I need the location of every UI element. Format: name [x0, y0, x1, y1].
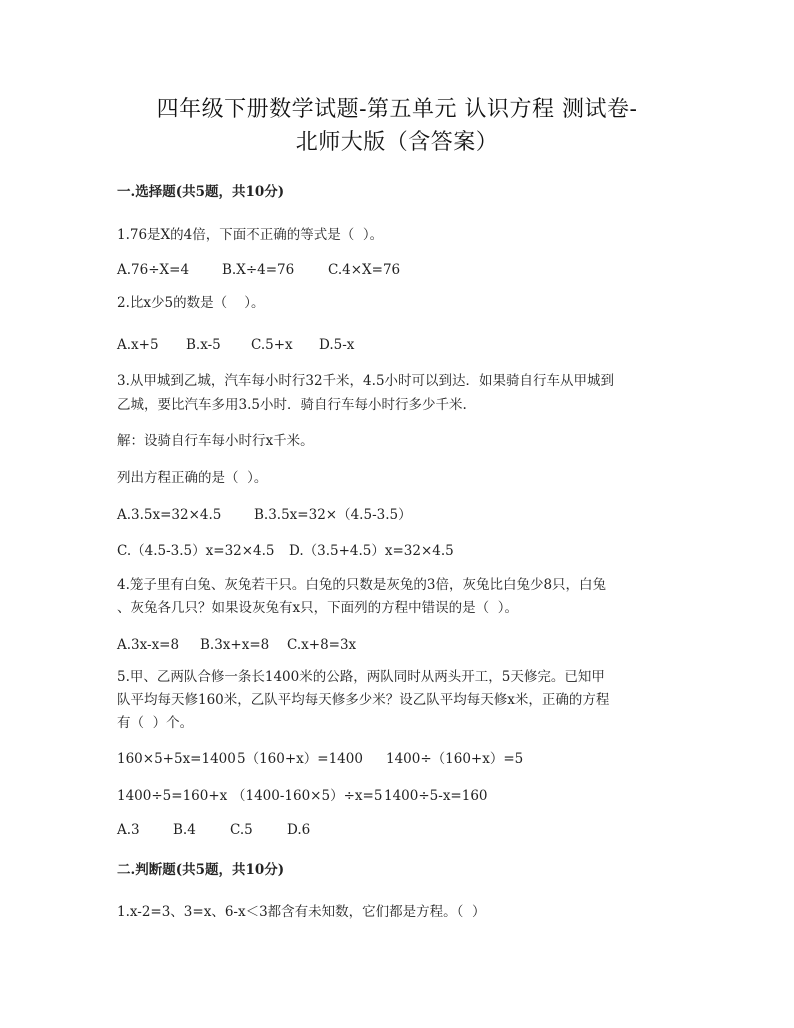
q5-option-d: D.6 — [287, 822, 311, 838]
question-5-line2: 队平均每天修160米，乙队平均每天修多少米？设乙队平均每天修x米，正确的方程 — [117, 692, 610, 708]
question-3-solution: 解：设骑自行车每小时行x千米。 — [117, 433, 314, 449]
question-5-line3: 有（ ）个。 — [117, 715, 194, 731]
q2-option-b: B.x-5 — [186, 337, 221, 353]
question-5-line1: 5.甲、乙两队合修一条长1400米的公路，两队同时从两头开工，5天修完。已知甲 — [117, 669, 605, 685]
question-3-line2: 乙城，要比汽车多用3.5小时．骑自行车每小时行多少千米. — [117, 397, 467, 413]
page-title-line2: 北师大版（含答案） — [295, 130, 499, 155]
judgement-1-text: 1.x-2=3、3=x、6-x＜3都含有未知数，它们都是方程。（ ） — [117, 904, 486, 920]
section-heading-choice: 一.选择题(共5题，共10分) — [117, 184, 285, 200]
q2-option-d: D.5-x — [319, 337, 355, 353]
q4-option-b: B.3x+x=8 — [200, 637, 270, 653]
q5-option-b: B.4 — [173, 822, 196, 838]
question-1-text: 1.76是X的4倍，下面不正确的等式是（ ）。 — [117, 227, 384, 243]
question-4-line2: 、灰兔各几只？如果设灰兔有x只，下面列的方程中错误的是（ ）。 — [117, 600, 518, 616]
question-3-line1: 3.从甲城到乙城，汽车每小时行32千米，4.5小时可以到达．如果骑自行车从甲城到 — [117, 373, 615, 389]
q1-option-c: C.4×X=76 — [328, 262, 401, 278]
q3-option-d: D.（3.5+4.5）x=32×4.5 — [289, 543, 454, 559]
q5-equation-3: 1400÷（160+x）=5 — [386, 751, 524, 767]
q3-option-b: B.3.5x=32×（4.5-3.5） — [254, 507, 412, 523]
q3-option-c: C.（4.5-3.5）x=32×4.5 — [117, 543, 275, 559]
question-3-prompt: 列出方程正确的是（ ）。 — [117, 470, 268, 486]
q4-option-c: C.x+8=3x — [287, 637, 357, 653]
q5-option-c: C.5 — [230, 822, 253, 838]
page-title-line1: 四年级下册数学试题-第五单元 认识方程 测试卷- — [156, 97, 638, 122]
q1-option-a: A.76÷X=4 — [117, 262, 190, 278]
q2-option-a: A.x+5 — [117, 337, 159, 353]
question-2-text: 2.比x少5的数是（ ）。 — [117, 295, 265, 311]
q4-option-a: A.3x-x=8 — [117, 637, 180, 653]
q5-equation-5: （1400-160×5）÷x=5 — [232, 788, 383, 804]
q5-equation-6: 1400÷5-x=160 — [384, 788, 488, 804]
q5-option-a: A.3 — [117, 822, 140, 838]
q5-equation-2: 5（160+x）=1400 — [237, 751, 363, 767]
section-heading-judgement: 二.判断题(共5题，共10分) — [117, 862, 285, 878]
question-4-line1: 4.笼子里有白兔、灰兔若干只。白兔的只数是灰兔的3倍，灰兔比白兔少8只，白兔 — [117, 577, 607, 593]
q2-option-c: C.5+x — [251, 337, 293, 353]
q3-option-a: A.3.5x=32×4.5 — [117, 507, 222, 523]
q1-option-b: B.X÷4=76 — [222, 262, 295, 278]
q5-equation-4: 1400÷5=160+x — [117, 788, 228, 804]
q5-equation-1: 160×5+5x=1400 — [117, 751, 236, 767]
